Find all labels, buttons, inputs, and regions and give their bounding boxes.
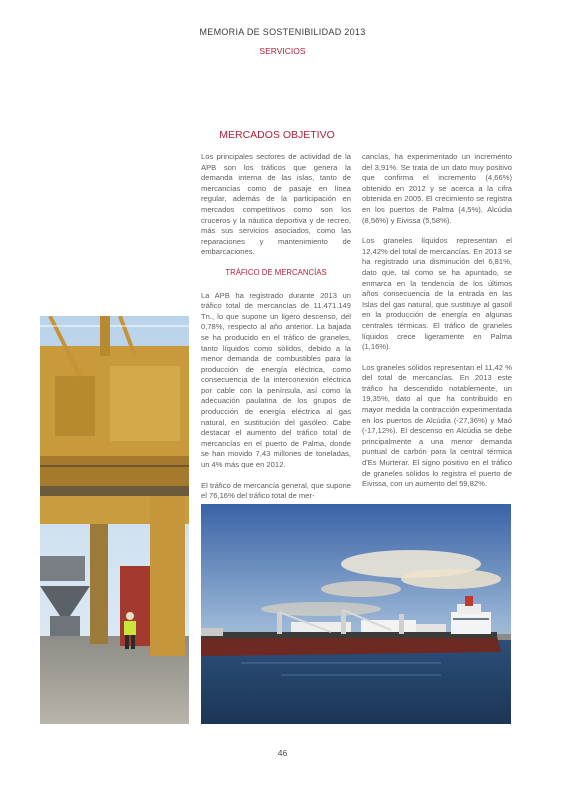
document-header-title: MEMORIA DE SOSTENIBILIDAD 2013 xyxy=(199,27,366,37)
paragraph: cancías, ha experimentado un incremento del 3,91%. Se trata de un dato muy positivo que confirma el incremento (4,66%) obtenido en 2012 y se acerca a la cifra obtenida en 2005. El crecimiento se registra en los puertos de Palma (4,5%), Alcúdia (8,56%) y Eivissa (5,58%). xyxy=(362,152,512,225)
text-column-left xyxy=(201,152,351,512)
paragraph: El tráfico de mercancía general, que supone el 76,16% del tráfico total de mer- xyxy=(201,480,351,501)
paragraph: La APB ha registrado durante 2013 un tráfico total de mercancías de 11.471.149 Tn., lo que supone un ligero descenso, del 0,78%, respecto al año anterior. La bajada se ha producido en el tráfico de graneles, tanto líquidos como sólidos, debido a la menor demanda de combustibles para la producción de energía eléctrica, como consecuencia de la interconexión eléctrica por cable con la península, así como la adecuación paulatina de los grupos de producción de energía eléctrica al gas natural, en sustitución del gasóleo. Cabe destacar el aumento del tráfico total de mercancías en el puerto de Palma, donde se han movido 7,43 millones de toneladas, un 4% más que en 2012. xyxy=(201,290,351,470)
text-column-right xyxy=(362,152,512,500)
section-label: SERVICIOS xyxy=(259,46,306,56)
paragraph: Los graneles líquidos representan el 12,42% del total de mercancías. En 2013 se ha registrado una disminución del 6,81%, dato que, tal como se ha apuntado, se enmarca en la tendencia de los últimos años consecuencia de la entrada en las Islas del gas natural, que sustituye al gasoil en la producción de energía en algunas centrales térmicas. El tráfico de graneles líquidos crece ligeramente en Palma (1,16%). xyxy=(362,236,512,352)
cargo-ship-photo xyxy=(201,504,511,724)
paragraph: Los principales sectores de actividad de la APB son los tráficos que genera la demanda interna de las islas, tanto de mercancías como de pasaje en línea regular, además de la participación en mercados competitivos como son los cruceros y la náutica deportiva y de recreo, más sus servicios asociados, como las reparaciones y mantenimiento de embarcaciones. xyxy=(201,152,351,257)
page-number: 46 xyxy=(277,748,288,758)
subheading: TRÁFICO DE MERCANCÍAS xyxy=(225,267,327,277)
page-title: MERCADOS OBJETIVO xyxy=(219,129,335,141)
crane-photo xyxy=(40,316,189,724)
paragraph: Los graneles sólidos representan el 11,42 % del total de mercancías. En 2013 este tráfico ha descendido notablemente, un 19,35%, dato al que ha contribuido en mayor medida la contracción experimentada en los puertos de Alcúdia (-27,36%) y Maó (-17,12%). El descenso en Alcúdia se debe principalmente a una menor demanda puntual de carbón para la central térmica d'Es Murterar. El signo positivo en el tráfico de graneles sólidos lo registra el puerto de Eivissa, con un aumento del 59,82%. xyxy=(362,362,512,489)
